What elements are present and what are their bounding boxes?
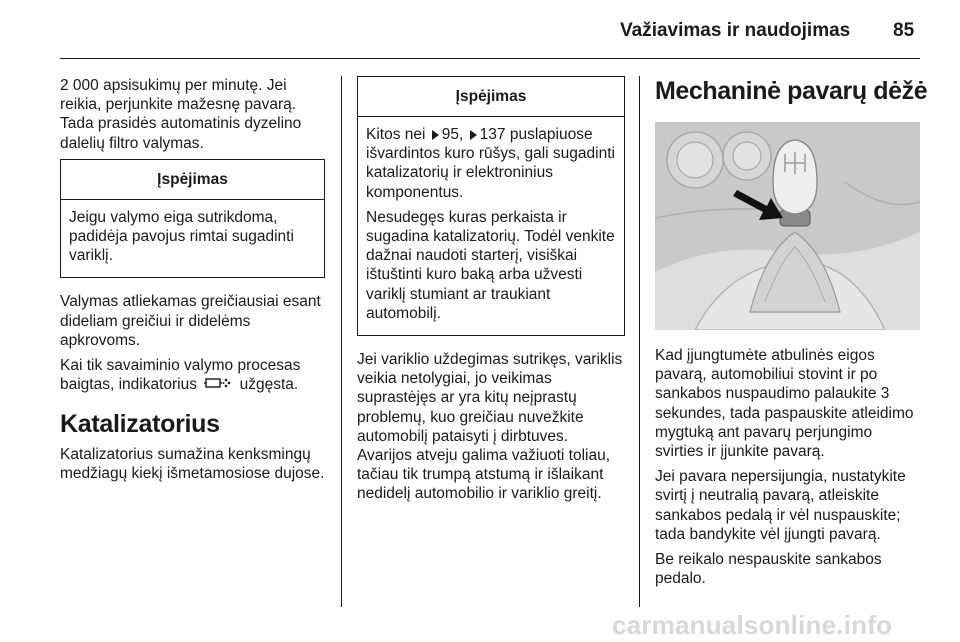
warning-fuel-lead: Kitos nei	[366, 126, 426, 143]
diesel-particulate-filter-icon	[204, 376, 232, 395]
column-divider-left	[341, 76, 342, 607]
section-heading-catalyst: Katalizatorius	[60, 409, 220, 438]
clutch-advice-paragraph: Be reikalo nespauskite sankabos pedalo.	[655, 551, 882, 588]
gear-not-engaging-paragraph: Jei pavara nepersijungia, nustatykite svirtį į neutralią pavarą, atleiskite sankabos pedalą ir vėl nuspauskite; tada bandykite vėl įjungti pavarą.	[655, 468, 906, 543]
indicator-text-before: Kai tik savaiminio valymo procesas baigtas, indikatorius	[60, 357, 301, 394]
page-reference-95[interactable]: 95,	[441, 126, 464, 143]
header-divider	[60, 58, 920, 59]
page-number: 85	[893, 20, 915, 41]
reverse-gear-paragraph: Kad įjungtumėte atbulinės eigos pavarą, automobiliui stovint ir po sankabos nuspaudimo palaukite 3 sekundes, tada paspauskite atleidimo mygtuką ant pavarų perjungimo svirties ir įjunkite pavarą.	[655, 347, 914, 461]
page-reference-icon	[432, 130, 439, 140]
watermark: carmanualsonline.info	[612, 610, 893, 640]
page-section-title: Važiavimas ir naudojimas	[620, 20, 851, 41]
column-divider-right	[639, 76, 640, 607]
column-right	[655, 76, 928, 594]
cleaning-paragraph: Valymas atliekamas greičiausiai esant dideliam greičiui ir didelėms apkrovoms.	[60, 293, 321, 349]
indicator-paragraph	[60, 356, 325, 395]
warning-fuel-paragraph	[366, 125, 616, 202]
section-heading-manual-gearbox: Mechaninė pavarų dėžė	[655, 77, 928, 105]
column-left	[60, 76, 325, 489]
page-reference-137[interactable]: 137	[479, 126, 506, 143]
catalyst-paragraph: Katalizatorius sumažina kenksmingų medžiagų kiekį išmetamosiose dujose.	[60, 445, 325, 482]
warning-box-fuel	[357, 76, 625, 336]
warning-unburnt-paragraph: Nesudegęs kuras perkaista ir sugadina katalizatorių. Todėl venkite dažnai naudoti starterį, visiškai ištuštinti kuro baką arba užvesti variklį stumiant ar traukiant automobilį.	[366, 208, 615, 322]
warning-title: Įspėjimas	[61, 160, 324, 200]
page-reference-icon	[470, 130, 477, 140]
misfire-paragraph: Jei variklio uždegimas sutrikęs, variklis veikia netolygiai, jo veikimas suprastėjęs ar yra kitų neįprastų problemų, kuo greičiau nuvežkite automobilį pataisyti į dirbtuves. Avarijos atveju galima važiuoti toliau, tačiau tik trumpą atstumą ir išlaikant nedidelį automobilio ir variklio greitį.	[357, 351, 623, 503]
warning-box-filter	[60, 159, 325, 279]
gear-lever-illustration	[655, 122, 920, 330]
warning-text: Jeigu valymo eiga sutrikdoma, padidėja pavojus rimtai sugadinti variklį.	[69, 208, 294, 265]
page-header	[0, 0, 960, 60]
warning-title: Įspėjimas	[358, 77, 624, 117]
indicator-text-after: užgęsta.	[239, 376, 299, 394]
warning-fuel-rest: puslapiuose išvardintos kuro rūšys, gali sugadinti katalizatorių ir elektroninius komponentus.	[366, 126, 615, 201]
column-middle	[357, 76, 625, 510]
intro-paragraph: 2 000 apsisukimų per minutę. Jei reikia, perjunkite mažesnę pavarą. Tada prasidės automatinis dyzelino dalelių filtro valymas.	[60, 77, 302, 152]
